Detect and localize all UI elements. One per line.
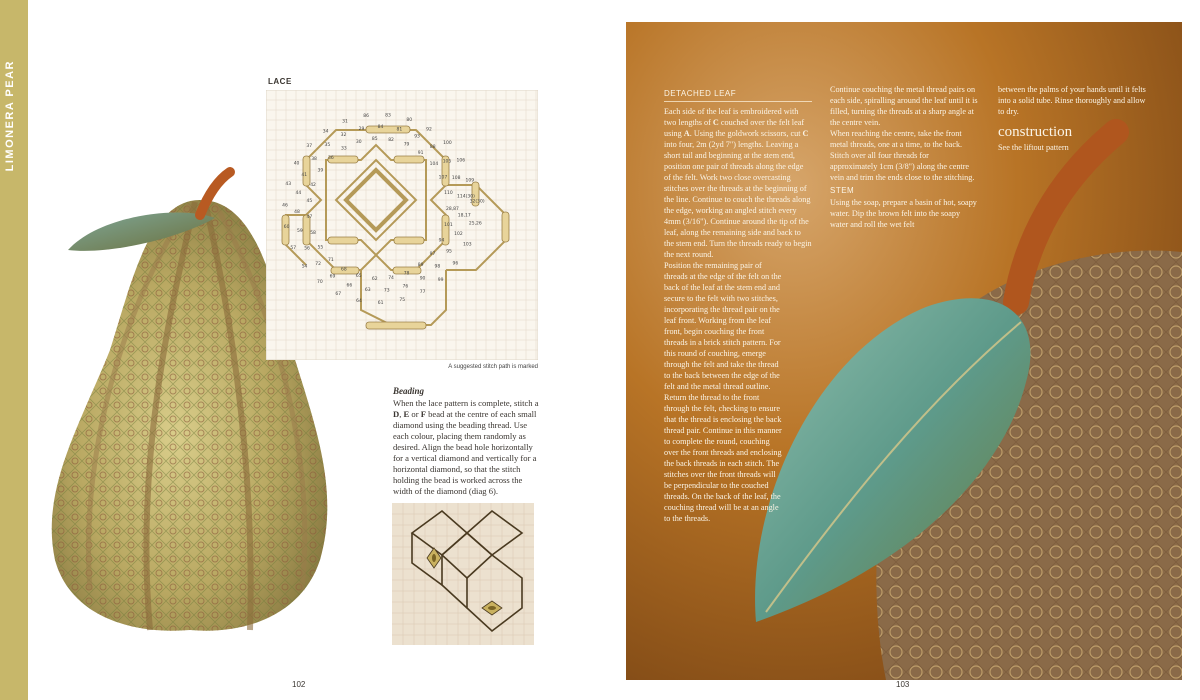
stitch-number-label: 56 <box>304 246 310 252</box>
stitch-number-label: 28,87 <box>446 207 459 212</box>
column-1 <box>664 86 812 524</box>
stitch-number-label: 46 <box>282 203 288 209</box>
stitch-number-label: 86 <box>363 113 370 119</box>
stitch-number-label: 79 <box>403 142 410 148</box>
stitch-number-label: 38 <box>311 156 317 162</box>
stitch-number-label: 67 <box>335 291 342 297</box>
stitch-number-label: 68 <box>341 267 347 273</box>
col1-text-c: couched over the felt leaf using <box>664 118 805 138</box>
stitch-number-label: 48 <box>294 210 300 216</box>
stitch-number-label: 109 <box>465 178 475 184</box>
stitch-number-label: 95 <box>446 249 452 255</box>
stitch-number-label: 55 <box>317 245 324 251</box>
centre-para: When reaching the centre, take the front metal threads, one at a time, to the back. Stitch over all four threads for approximately 1cm (3/8") along the centre vein and trim the ends close to the stitching. <box>830 129 975 182</box>
detached-leaf-para-2: Position the remaining pair of threads at the edge of the felt on the back of the leaf at the stem end and secure to the felt with two stitches, incorporating the thread pair on the leaf front. Working from the leaf front, begin couching the front threads in a brick stitch pattern. For this round of couching, emerge through the felt and take the thread to the back between the edge of the felt and the metal thread outline. Return the thread to the front through the felt, checking to ensure that the thread is enclosing the back thread pair. Continue in this manner to complete the round, couching over the front threads and enclosing the back threads in each stitch. The stitches over the front threads will be perpendicular to the couched threads. On the back of the leaf, the couching thread will be at an angle to the threads. <box>664 261 782 523</box>
stitch-number-label: 89 <box>417 263 424 269</box>
bead-d: D <box>393 409 400 419</box>
stitch-number-label: 75 <box>399 298 406 303</box>
lace-chart <box>266 90 538 360</box>
stitch-number-label: 84 <box>377 125 384 130</box>
side-tab-title: LIMONERA PEAR <box>4 60 16 172</box>
stitch-number-label: 58 <box>310 230 316 236</box>
stitch-number-label: 96 <box>452 261 459 267</box>
stitch-number-label: 71 <box>328 257 334 263</box>
chart-caption: A suggested stitch path is marked <box>448 364 538 370</box>
column-3 <box>998 84 1148 153</box>
stitch-number-label: 37 <box>306 143 313 149</box>
stitch-number-label: 101 <box>444 223 453 229</box>
stitch-number-label: 81 <box>396 127 403 133</box>
construction-heading: construction <box>998 124 1073 140</box>
stitch-number-label: 93 <box>414 134 420 140</box>
side-tab <box>0 0 28 700</box>
page-number-left: 102 <box>292 680 306 689</box>
detached-leaf-heading: DETACHED LEAF <box>664 88 812 102</box>
stitch-number-label: 90 <box>419 276 426 282</box>
stitch-number-label: 99 <box>437 277 444 283</box>
stitch-number-label: 35 <box>324 143 331 149</box>
stem-para: Using the soap, prepare a basin of hot, soapy water. Dip the brown felt into the soapy water and roll the wet felt <box>830 198 977 229</box>
stem-heading: STEM <box>830 186 855 195</box>
stitch-number-label: 73 <box>383 288 390 294</box>
stitch-number-label: 91 <box>417 150 424 156</box>
stitch-number-label: 85 <box>371 137 378 143</box>
stitch-number-label: 74 <box>388 275 394 281</box>
stitch-number-label: 102 <box>454 232 463 237</box>
stitch-number-label: 65 <box>355 274 362 280</box>
stitch-number-label: 70 <box>317 280 323 286</box>
stitch-number-label: 61 <box>377 301 384 306</box>
stitch-number-label: 32(30) <box>469 199 485 205</box>
stitch-number-label: 36 <box>328 156 334 162</box>
stitch-number-label: 83 <box>385 113 391 119</box>
stitch-number-label: 18,17 <box>457 213 471 219</box>
stitch-number-label: 25,26 <box>468 221 482 227</box>
stitch-number-label: 88 <box>429 145 436 151</box>
stitch-number-label: 43 <box>285 181 292 187</box>
felting-para: between the palms of your hands until it felts into a solid tube. Rinse thoroughly and allow to dry. <box>998 85 1146 116</box>
stitch-number-label: 72 <box>315 262 322 268</box>
couching-para: Continue couching the metal thread pairs on each side, spiralling around the leaf until it is filled, turning the threads at a sharp angle at the centre vein. <box>830 85 978 127</box>
construction-para: See the liftout pattern <box>998 143 1069 152</box>
page-number-right: 103 <box>896 680 910 689</box>
stitch-number-label: 66 <box>346 283 353 289</box>
stitch-number-label: 32 <box>340 133 347 138</box>
stitch-number-label: 40 <box>293 161 300 167</box>
beading-section <box>393 386 543 497</box>
stitch-number-label: 29 <box>358 126 365 132</box>
stitch-number-label: 105 <box>442 159 452 165</box>
stitch-number-label: 103 <box>463 242 472 248</box>
stitch-number-label: 76 <box>402 284 409 290</box>
stitch-number-label: 97 <box>429 252 436 257</box>
stitch-number-label: 45 <box>306 198 313 204</box>
diagram-6 <box>392 503 534 645</box>
stitch-number-label: 44 <box>295 191 302 197</box>
column-2 <box>830 84 978 230</box>
detached-leaf-para-1 <box>664 106 812 260</box>
stitch-number-label: 78 <box>403 271 410 277</box>
stitch-number-label: 80 <box>406 118 413 124</box>
stitch-number-label: 104 <box>429 162 439 167</box>
col1-text-g: into four, 2m (2yd 7") lengths. Leaving a short tail and beginning at the stem end, position one pair of threads along the edge of the felt. Work two close overcasting stitches over the threads at the beginning of the line. Continue to couch the threads along the edge, working an angled stitch every 4mm (3/16"). Continue around the tip of the leaf, along the remaining side and back to the stem end. Turn the threads ready to begin the next round. <box>664 140 812 259</box>
stitch-number-label: 34 <box>322 129 329 135</box>
col1-bold-a: A <box>683 129 690 138</box>
bead-e: E <box>403 409 410 419</box>
beading-sep-2: or <box>409 409 421 419</box>
stitch-number-label: 69 <box>329 274 336 280</box>
col1-bold-c2: C <box>802 129 809 138</box>
stitch-number-label: 39 <box>317 168 324 174</box>
stitch-number-label: 47 <box>306 215 313 221</box>
beading-text-1: When the lace pattern is complete, stitch a <box>393 398 539 408</box>
stitch-number-label: 82 <box>388 138 394 144</box>
stitch-number-label: 107 <box>438 175 448 181</box>
leaf-photo <box>626 22 1182 680</box>
stitch-number-label: 33 <box>341 146 347 152</box>
col1-text-e: . Using the goldwork scissors, cut <box>689 129 803 138</box>
stitch-number-label: 110 <box>444 190 453 196</box>
stitch-number-label: 31 <box>342 119 348 125</box>
stitch-number-label: 57 <box>290 245 297 251</box>
stitch-number-label: 41 <box>301 173 308 179</box>
stitch-number-label: 60 <box>283 225 290 231</box>
beading-text-2: bead at the centre of each small diamond using the beading thread. Use each colour, placing them randomly as desired. Align the bead hole horizontally for a vertical diamond and vertically for a horizontal diamond, so that the stitch holding the bead is worked across the width of the diamond (diag 6). <box>393 409 537 496</box>
stitch-number-label: 42 <box>310 183 316 189</box>
stitch-number-label: 77 <box>419 290 426 296</box>
stitch-number-label: 54 <box>301 264 308 270</box>
stitch-number-label: 114(30) <box>457 194 475 200</box>
stitch-number-label: 63 <box>364 288 371 294</box>
stitch-number-label: 100 <box>443 141 452 147</box>
stitch-number-label: 106 <box>456 158 466 164</box>
beading-sep-1: , <box>399 409 404 419</box>
beading-heading: Beading <box>393 386 425 396</box>
stitch-number-label: 94 <box>438 238 445 244</box>
stitch-number-label: 62 <box>371 276 378 282</box>
bead-f: F <box>420 409 426 419</box>
col1-text-a: Each side of the leaf is embroidered with two lengths of <box>664 107 799 127</box>
col1-bold-c: C <box>712 118 719 127</box>
stitch-number-label: 64 <box>356 298 362 304</box>
stitch-number-label: 98 <box>434 264 441 270</box>
figure-label: LACE <box>268 77 292 86</box>
stitch-number-label: 59 <box>297 229 303 234</box>
stitch-number-label: 108 <box>451 176 461 181</box>
stitch-number-label: 30 <box>355 139 362 145</box>
stitch-number-label: 92 <box>426 127 432 133</box>
beading-text <box>393 398 543 497</box>
